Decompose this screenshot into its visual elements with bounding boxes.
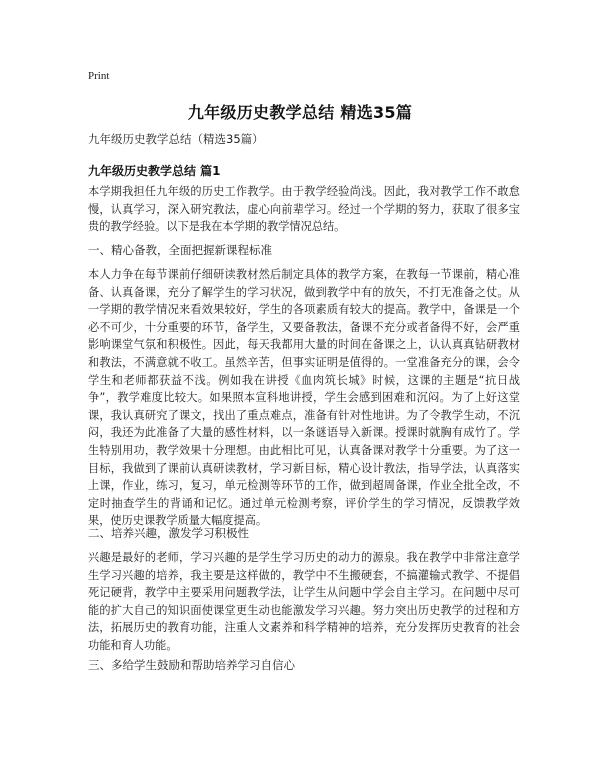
document-title: 九年级历史教学总结 精选35篇 <box>187 103 413 122</box>
sub-heading-one: 一、精心备教，全面把握新课程标准 <box>88 243 272 257</box>
sub-heading-three: 三、多给学生鼓励和帮助培养学习自信心 <box>88 658 295 672</box>
document-subtitle: 九年级历史教学总结（精选35篇） <box>88 132 264 146</box>
section-two-paragraph: 兴趣是最好的老师，学习兴趣的是学生学习历史的动力的源泉。我在教学中非常注意学生学习兴趣的培养，我主要是这样做的，教学中不生搬硬套，不搞灌输式教学、不提倡死记硬背，教学中主要采用问题教学法，让学生从问题中学会自主学习。在问题中尽可能的扩大自己的知识面使课堂更生动也能激发学习兴趣。努力突出历史教学的过程和方法，拓展历史的教育功能，注重人文素养和科学精神的培养，充分发挥历史教育的社会功能和育人功能。 <box>88 551 520 652</box>
sub-heading-two: 二、培养兴趣，激发学习积极性 <box>88 526 249 540</box>
print-label[interactable]: Print <box>88 70 110 82</box>
section-one-paragraph: 本人力争在每节课前仔细研读教材然后制定具体的教学方案，在教每一节课前，精心准备、认真备课，充分了解学生的学习状况，做到教学中有的放矢，不打无准备之仗。从一学期的教学情况来看效果较好，学生的各项素质有较大的提高。教学中，备课是一个必不可少，十分重要的环节，备学生，又要备教法，备课不充分或者备得不好，会严重影响课堂气氛和积极性。因此，每天我都用大量的时间在备课之上，认认真真钻研教材和教法，不满意就不收工。虽然辛苦，但事实证明是值得的。一堂准备充分的课，会令学生和老师都获益不浅。例如我在讲授《血肉筑长城》时候，这课的主题是“抗日战争”，教学难度比较大。如果照本宣科地讲授，学生会感到困难和沉闷。为了上好这堂课，我认真研究了课文，找出了重点难点，准备有针对性地讲。为了令教学生动，不沉闷，我还为此准备了大量的感性材料，以一条谜语导入新课。授课时就胸有成竹了。学生特别用功，教学效果十分理想。由此相比可见，认真备课对教学十分重要。为了这一目标，我做到了课前认真研读教材，学习新目标，精心设计教法，指导学法，认真落实上课，作业，练习，复习，单元检测等环节的工作，做到超周备课，作业全批全改，不定时抽查学生的背诵和记忆。通过单元检测考察，评价学生的学习情况，反馈教学效果，使历史课教学质量大幅度提高。 <box>88 268 520 528</box>
section-heading: 九年级历史教学总结 篇1 <box>88 164 221 178</box>
intro-paragraph: 本学期我担任九年级的历史工作教学。由于教学经验尚浅。因此，我对教学工作不敢怠慢，认真学习，深入研究教法，虚心向前辈学习。经过一个学期的努力，获取了很多宝贵的教学经验。以下是我在本学期的教学情况总结。 <box>88 185 520 234</box>
